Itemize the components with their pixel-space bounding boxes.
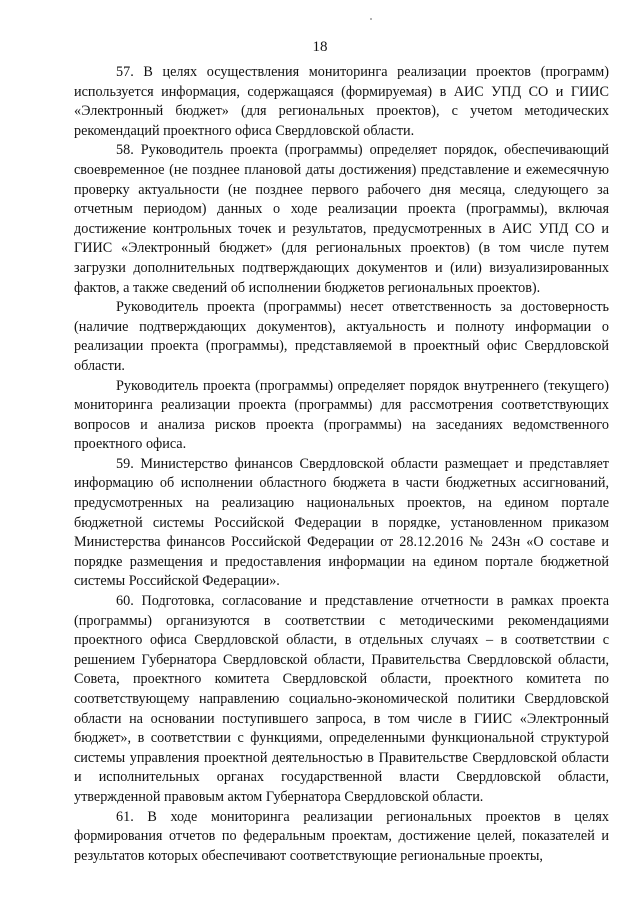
paragraph-61: 61. В ходе мониторинга реализации региональных проектов в целях формирования отчетов по федеральным проектам, достижение целей, показателей и результатов которых обеспечивают соответствующие региональные проекты, [74, 808, 609, 864]
paragraph-58-responsibility: Руководитель проекта (программы) несет ответственность за достоверность (наличие подтверждающих документов), актуальность и полноту информации о реализации проекта (программы), представляемой в проектный офис Свердловской области. [74, 299, 609, 374]
page-number: 18 [312, 39, 328, 55]
paragraph-58-internal-monitoring: Руководитель проекта (программы) определяет порядок внутреннего (текущего) мониторинга реализации проекта (программы) для рассмотрения соответствующих вопросов и анализа рисков проекта (программы) на заседаниях ведомственного проектного офиса. [74, 377, 609, 453]
paragraph-59: 59. Министерство финансов Свердловской области размещает и представляет информацию об исполнении областного бюджета в части бюджетных ассигнований, предусмотренных на реализацию национальных проектов, на едином портале бюджетной системы Российской Федерации в порядке, установленном приказом Министерства финансов Российской Федерации от 28.12.2016 № 243н «О составе и порядке размещения и предоставления информации на едином портале бюджетной системы Российской Федерации». [74, 455, 609, 590]
paragraph-58: 58. Руководитель проекта (программы) определяет порядок, обеспечивающий своевременное (не позднее плановой даты достижения) представление и ежемесячную проверку актуальности (не позднее первого рабочего дня месяца, следующего за отчетным периодом) данных о ходе реализации проекта (программы), включая достижение контрольных точек и результатов, предусмотренных в АИС УПД СО и ГИИС «Электронный бюджет» (для региональных проектов) (в том числе путем загрузки дополнительных подтверждающих документов и (или) визуализированных фактов, а также сведений об исполнении бюджетов региональных проектов). [74, 142, 609, 296]
paragraph-60: 60. Подготовка, согласование и представление отчетности в рамках проекта (программы) организуются в соответствии с методическими рекомендациями проектного офиса Свердловской области, в отдельных случаях – в соответствии с решением Губернатора Свердловской области, Правительства Свердловской области, Совета, проектного комитета Свердловской области, проектного комитета по соответствующему направлению социально-экономической политики Свердловской области на основании поступившего запроса, в том числе в ГИИС «Электронный бюджет», в соответствии с функциями, определенными функциональной структурой системы управления проектной деятельностью в Правительстве Свердловской области и исполнительных органах государственной власти Свердловской области, утвержденной правовым актом Губернатора Свердловской области. [74, 593, 609, 805]
scan-speck [370, 18, 372, 20]
document-body [74, 63, 609, 866]
paragraph-57: 57. В целях осуществления мониторинга реализации проектов (программ) используется информация, содержащаяся (формируемая) в АИС УПД СО и ГИИС «Электронный бюджет» (для региональных проектов), с учетом методических рекомендаций проектного офиса Свердловской области. [74, 64, 609, 139]
